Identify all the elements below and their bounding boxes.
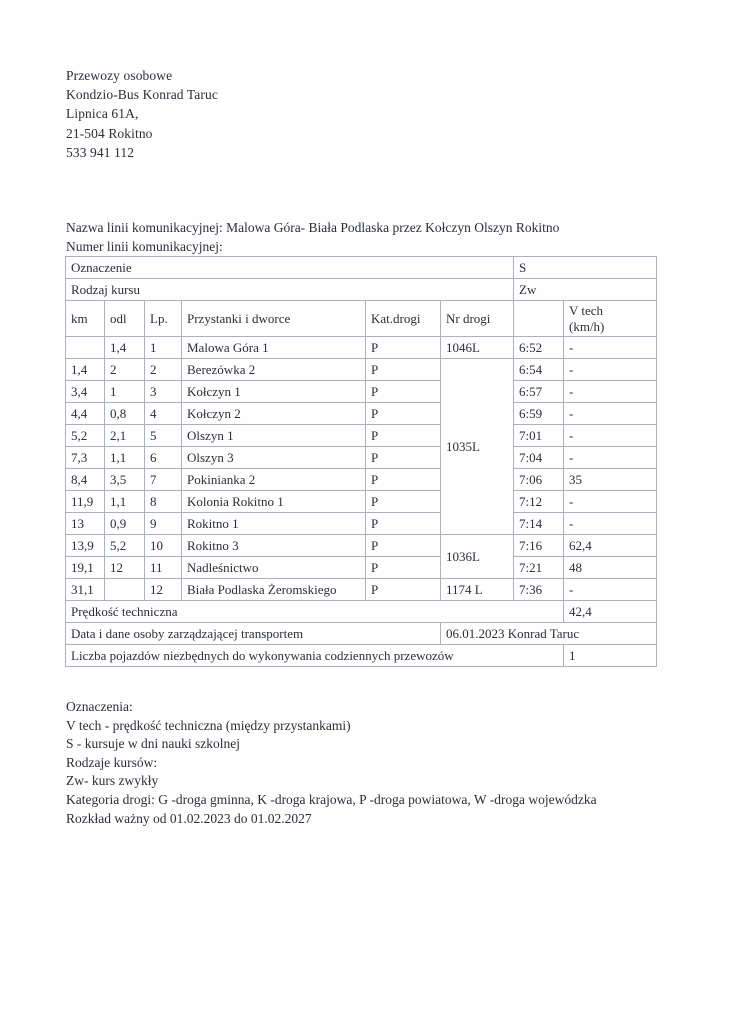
- cell-lp: 11: [145, 557, 182, 579]
- operator-line-2: Kondzio-Bus Konrad Taruc: [66, 87, 218, 103]
- cell-stop: Kołczyn 1: [182, 381, 366, 403]
- cell-departure-time: 7:14: [514, 513, 564, 535]
- cell-lp: 7: [145, 469, 182, 491]
- cell-v-tech: -: [564, 403, 657, 425]
- operator-header: [66, 66, 218, 162]
- cell-stop: Rokitno 1: [182, 513, 366, 535]
- cell-v-tech: 62,4: [564, 535, 657, 557]
- cell-odl: 1,1: [105, 491, 145, 513]
- cell-stop: Kolonia Rokitno 1: [182, 491, 366, 513]
- cell-nr-drogi: 1046L: [441, 337, 514, 359]
- cell-km: 3,4: [66, 381, 105, 403]
- cell-departure-time: 7:06: [514, 469, 564, 491]
- table-band-designation: [66, 257, 657, 279]
- cell-km: 31,1: [66, 579, 105, 601]
- table-row: [66, 579, 657, 601]
- cell-lp: 6: [145, 447, 182, 469]
- legend-line-5: Zw- kurs zwykły: [66, 773, 159, 789]
- speed-value: 42,4: [564, 601, 657, 623]
- table-row: [66, 337, 657, 359]
- vehicles-label: Liczba pojazdów niezbędnych do wykonywania codziennych przewozów: [66, 645, 564, 667]
- header-departure-time: [514, 301, 564, 337]
- cell-odl: [105, 579, 145, 601]
- cell-km: 4,4: [66, 403, 105, 425]
- cell-departure-time: 6:57: [514, 381, 564, 403]
- cell-lp: 1: [145, 337, 182, 359]
- cell-km: 13: [66, 513, 105, 535]
- cell-stop: Biała Podlaska Żeromskiego: [182, 579, 366, 601]
- cell-stop: Nadleśnictwo: [182, 557, 366, 579]
- cell-kat-drogi: P: [366, 381, 441, 403]
- cell-departure-time: 6:54: [514, 359, 564, 381]
- summary-row-speed: [66, 601, 657, 623]
- cell-departure-time: 7:12: [514, 491, 564, 513]
- cell-kat-drogi: P: [366, 557, 441, 579]
- table-row: [66, 425, 657, 447]
- cell-stop: Rokitno 3: [182, 535, 366, 557]
- table-row: [66, 557, 657, 579]
- table-row: [66, 447, 657, 469]
- cell-odl: 0,9: [105, 513, 145, 535]
- cell-stop: Olszyn 3: [182, 447, 366, 469]
- cell-lp: 5: [145, 425, 182, 447]
- cell-v-tech: -: [564, 425, 657, 447]
- cell-km: 11,9: [66, 491, 105, 513]
- date-label: Data i dane osoby zarządzającej transportem: [66, 623, 441, 645]
- summary-row-date: [66, 623, 657, 645]
- cell-v-tech: -: [564, 513, 657, 535]
- summary-row-vehicles: [66, 645, 657, 667]
- header-stop: Przystanki i dworce: [182, 301, 366, 337]
- header-kat-drogi: Kat.drogi: [366, 301, 441, 337]
- legend-line-4: Rodzaje kursów:: [66, 754, 158, 770]
- band-rodzaj-kursu: Rodzaj kursu: [66, 279, 514, 301]
- cell-departure-time: 6:52: [514, 337, 564, 359]
- cell-kat-drogi: P: [366, 535, 441, 557]
- band-oznaczenie: Oznaczenie: [66, 257, 514, 279]
- cell-v-tech: 35: [564, 469, 657, 491]
- table-row: [66, 469, 657, 491]
- cell-km: [66, 337, 105, 359]
- cell-kat-drogi: P: [366, 447, 441, 469]
- cell-departure-time: 6:59: [514, 403, 564, 425]
- cell-kat-drogi: P: [366, 469, 441, 491]
- cell-stop: Olszyn 1: [182, 425, 366, 447]
- cell-nr-drogi: 1036L: [441, 535, 514, 579]
- legend-line-7: Rozkład ważny od 01.02.2023 do 01.02.2027: [66, 810, 312, 826]
- cell-departure-time: 7:16: [514, 535, 564, 557]
- cell-lp: 8: [145, 491, 182, 513]
- cell-km: 5,2: [66, 425, 105, 447]
- cell-departure-time: 7:21: [514, 557, 564, 579]
- cell-odl: 2: [105, 359, 145, 381]
- legend: [66, 698, 597, 828]
- cell-departure-time: 7:36: [514, 579, 564, 601]
- vehicles-value: 1: [564, 645, 657, 667]
- header-nr-drogi: Nr drogi: [441, 301, 514, 337]
- operator-line-1: Przewozy osobowe: [66, 68, 173, 83]
- legend-line-3: S - kursuje w dni nauki szkolnej: [66, 736, 240, 752]
- table-band-course-type: [66, 279, 657, 301]
- cell-odl: 3,5: [105, 469, 145, 491]
- cell-lp: 2: [145, 359, 182, 381]
- line-number: Numer linii komunikacyjnej:: [66, 238, 223, 254]
- operator-line-5: 533 941 112: [66, 144, 135, 160]
- table-row: [66, 491, 657, 513]
- cell-km: 19,1: [66, 557, 105, 579]
- cell-odl: 1,4: [105, 337, 145, 359]
- cell-kat-drogi: P: [366, 579, 441, 601]
- schedule-table: [65, 256, 657, 667]
- cell-kat-drogi: P: [366, 403, 441, 425]
- cell-nr-drogi: 1174 L: [441, 579, 514, 601]
- cell-km: 8,4: [66, 469, 105, 491]
- cell-lp: 9: [145, 513, 182, 535]
- header-odl: odl: [105, 301, 145, 337]
- cell-lp: 12: [145, 579, 182, 601]
- cell-stop: Kołczyn 2: [182, 403, 366, 425]
- cell-odl: 1,1: [105, 447, 145, 469]
- line-name: Nazwa linii komunikacyjnej: Malowa Góra- Biała Podlaska przez Kołczyn Olszyn Rokitno: [66, 220, 560, 235]
- cell-kat-drogi: P: [366, 425, 441, 447]
- table-row: [66, 535, 657, 557]
- table-row: [66, 513, 657, 535]
- cell-v-tech: -: [564, 447, 657, 469]
- cell-stop: Malowa Góra 1: [182, 337, 366, 359]
- legend-line-2: V tech - prędkość techniczna (między przystankami): [66, 717, 351, 733]
- cell-v-tech: -: [564, 337, 657, 359]
- cell-odl: 5,2: [105, 535, 145, 557]
- cell-odl: 2,1: [105, 425, 145, 447]
- cell-odl: 12: [105, 557, 145, 579]
- cell-v-tech: -: [564, 381, 657, 403]
- header-lp: Lp.: [145, 301, 182, 337]
- cell-km: 1,4: [66, 359, 105, 381]
- cell-odl: 1: [105, 381, 145, 403]
- operator-line-4: 21-504 Rokitno: [66, 125, 153, 141]
- cell-odl: 0,8: [105, 403, 145, 425]
- legend-line-1: Oznaczenia:: [66, 699, 133, 714]
- operator-line-3: Lipnica 61A,: [66, 106, 139, 122]
- band-course-symbol: S: [514, 257, 657, 279]
- cell-v-tech: -: [564, 491, 657, 513]
- cell-km: 7,3: [66, 447, 105, 469]
- cell-v-tech: -: [564, 359, 657, 381]
- legend-line-6: Kategoria drogi: G -droga gminna, K -droga krajowa, P -droga powiatowa, W -droga wojewódzka: [66, 791, 597, 807]
- cell-nr-drogi: 1035L: [441, 359, 514, 535]
- cell-kat-drogi: P: [366, 359, 441, 381]
- table-row: [66, 403, 657, 425]
- cell-km: 13,9: [66, 535, 105, 557]
- band-course-kind: Zw: [514, 279, 657, 301]
- cell-lp: 3: [145, 381, 182, 403]
- header-v-tech: V tech (km/h): [564, 301, 657, 337]
- cell-stop: Pokinianka 2: [182, 469, 366, 491]
- cell-kat-drogi: P: [366, 337, 441, 359]
- header-km: km: [66, 301, 105, 337]
- cell-departure-time: 7:04: [514, 447, 564, 469]
- cell-v-tech: 48: [564, 557, 657, 579]
- cell-kat-drogi: P: [366, 513, 441, 535]
- cell-kat-drogi: P: [366, 491, 441, 513]
- date-value: 06.01.2023 Konrad Taruc: [441, 623, 657, 645]
- schedule-table-container: [65, 256, 656, 667]
- table-header-row: [66, 301, 657, 337]
- cell-lp: 4: [145, 403, 182, 425]
- cell-lp: 10: [145, 535, 182, 557]
- cell-departure-time: 7:01: [514, 425, 564, 447]
- speed-label: Prędkość techniczna: [66, 601, 564, 623]
- table-row: [66, 359, 657, 381]
- cell-stop: Berezówka 2: [182, 359, 366, 381]
- table-row: [66, 381, 657, 403]
- line-title: [66, 219, 559, 256]
- cell-v-tech: -: [564, 579, 657, 601]
